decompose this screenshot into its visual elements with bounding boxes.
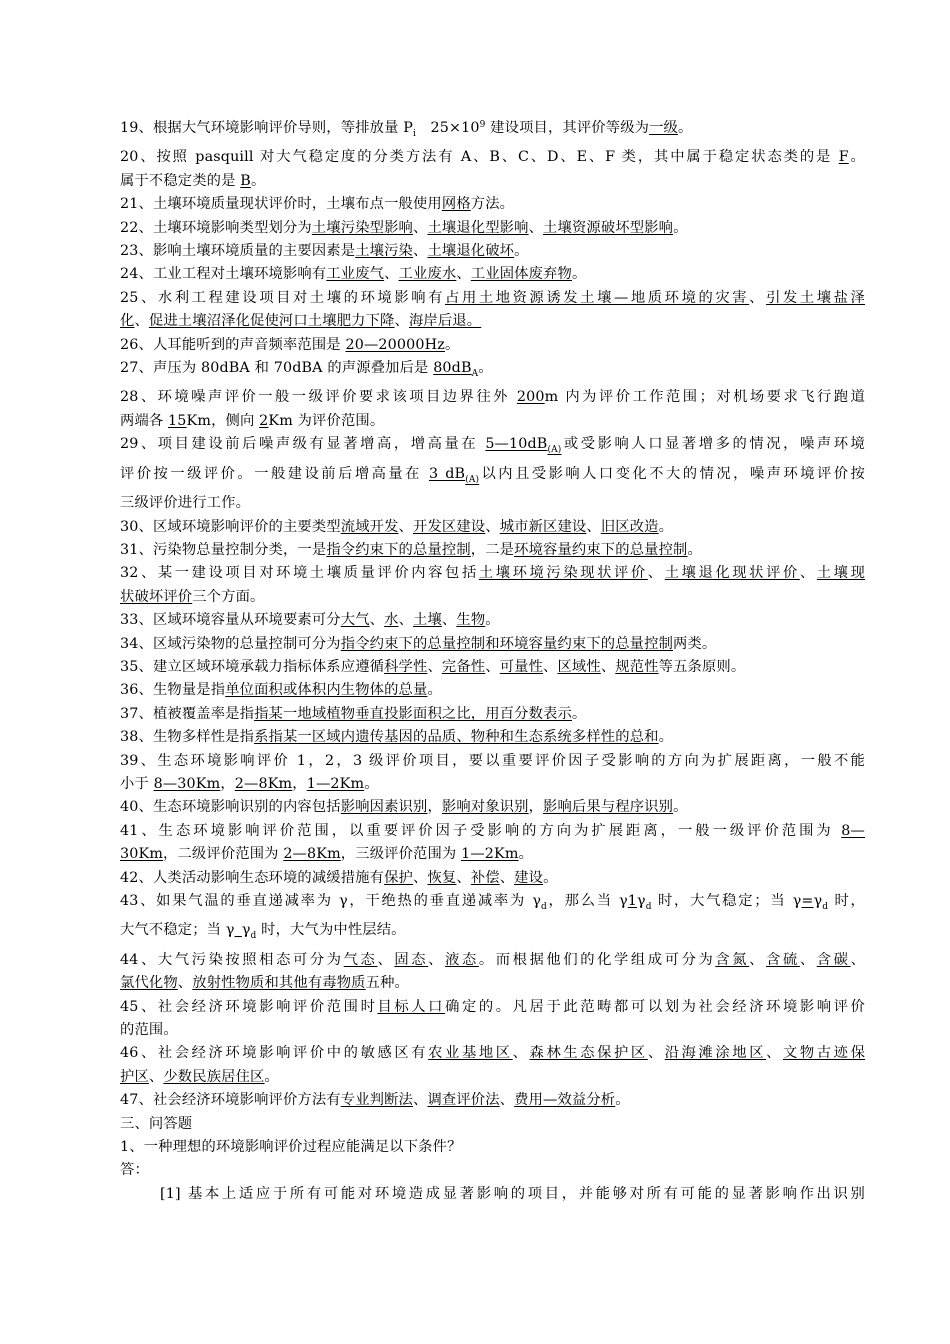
text-segment: ，三级评价范围为: [340, 846, 462, 863]
text-line: [120, 820, 865, 843]
underlined-answer: 工业废气: [326, 266, 385, 283]
text-segment: 、: [543, 658, 558, 675]
underlined-answer: 环境容量约束下的总量控制: [514, 541, 688, 558]
text-segment: 、: [586, 518, 601, 535]
text-segment: Km 为评价范围。: [268, 412, 385, 429]
underlined-answer: 5—10dB: [485, 436, 548, 453]
text-line: [120, 586, 865, 609]
underlined-answer: 引发土壤盐泽: [766, 289, 865, 306]
underlined-answer: 放射性物质和其他有毒物质: [192, 975, 366, 992]
text-segment: 。: [444, 336, 460, 353]
underlined-answer: 流域开发: [340, 518, 399, 535]
text-segment: 31、污染物总量控制分类，一是: [120, 541, 327, 558]
text-segment: 时，大气为中性层结。: [256, 922, 406, 939]
text-line: [120, 114, 865, 146]
subscript: d: [250, 931, 257, 942]
text-segment: ，: [220, 775, 235, 792]
text-segment: ，二级评价范围为: [163, 846, 284, 863]
underlined-answer: 海岸后退。: [408, 313, 482, 330]
text-segment: 、: [134, 313, 149, 330]
text-segment: 、: [377, 951, 395, 968]
underlined-answer: 规范性: [615, 658, 659, 675]
underlined-answer: 调查评价法: [427, 1092, 500, 1109]
underlined-answer: 指令约束下的总量控制: [326, 541, 471, 558]
text-segment: 属于不稳定类的是: [120, 172, 241, 189]
underlined-answer: 土壤: [413, 612, 442, 629]
text-segment: 。: [673, 799, 688, 816]
text-line: [120, 1042, 865, 1065]
text-segment: 、: [499, 1092, 515, 1109]
text-segment: 五种。: [365, 975, 409, 992]
underlined-answer: 科学性: [384, 658, 428, 675]
underlined-answer: 2—8Km: [283, 846, 341, 863]
text-segment: 。: [571, 266, 587, 283]
text-line: [120, 492, 865, 515]
text-segment: 、: [413, 219, 428, 236]
underlined-answer: _: [234, 922, 242, 939]
text-segment: ，: [528, 799, 544, 816]
text-segment: 46、社会经济环境影响评价中的敏感区有: [120, 1045, 429, 1062]
text-line: [120, 146, 865, 169]
underlined-answer: 20—20000Hz: [345, 336, 445, 353]
underlined-answer: 影响后果与程序识别: [543, 799, 674, 816]
text-line: [120, 867, 865, 890]
underlined-answer: 大气: [340, 612, 370, 629]
underlined-answer: (A): [547, 445, 562, 456]
text-segment: ，二是: [470, 541, 515, 558]
underlined-answer: 可量性: [499, 658, 544, 675]
underlined-answer: 目标人口: [377, 998, 446, 1015]
underlined-answer: 土壤现: [816, 565, 866, 582]
underlined-answer: 土壤环境污染现状评价: [478, 565, 648, 582]
text-segment: 。: [848, 149, 865, 166]
underlined-answer: 土壤退化现状评价: [664, 565, 800, 582]
text-line: [120, 433, 865, 462]
underlined-answer: 2—8Km: [234, 775, 293, 792]
text-segment: 、: [749, 289, 767, 306]
text-segment: 29、项目建设前后噪声级有显著增高，增高量在: [120, 436, 486, 453]
text-segment: 三个方面。: [192, 588, 265, 605]
text-segment: 23、影响土壤环境质量的主要因素是: [120, 243, 356, 260]
underlined-answer: 专业判断法: [340, 1092, 413, 1109]
text-segment: 三级评价进行工作。: [120, 495, 251, 512]
text-line: [120, 949, 865, 972]
text-segment: 、: [485, 658, 500, 675]
underlined-answer: 1—2Km: [461, 846, 519, 863]
underlined-answer: 网格: [441, 196, 471, 213]
text-segment: 。: [673, 219, 688, 236]
text-segment: 。: [250, 172, 266, 189]
text-segment: Km，侧向: [186, 412, 260, 429]
text-line: [120, 1136, 865, 1159]
text-segment: γ: [241, 922, 251, 939]
underlined-answer: 工业废水: [398, 266, 457, 283]
underlined-answer: 保护: [384, 869, 413, 886]
text-segment: ，: [427, 799, 442, 816]
text-segment: 、: [512, 1045, 530, 1062]
underlined-answer: 影响因素识别: [340, 799, 428, 816]
text-segment: 45、社会经济环境影响评价范围时: [120, 998, 378, 1015]
underlined-answer: 促进土壤沼泽化促使河口土壤肥力下降: [148, 313, 395, 330]
text-line: [120, 240, 865, 263]
underlined-answer: 30Km: [120, 846, 164, 863]
text-line: [120, 1183, 865, 1206]
text-segment: 、: [799, 951, 817, 968]
underlined-answer: 1: [627, 893, 638, 909]
text-segment: 、: [850, 951, 866, 968]
text-segment: 、: [413, 869, 428, 886]
underlined-answer: 水: [384, 612, 399, 629]
text-segment: 25、水利工程建设项目对土壤的环境影响有: [120, 289, 446, 306]
underlined-answer: 8—30Km: [153, 775, 221, 792]
text-segment: 、: [394, 313, 409, 330]
text-line: [120, 1066, 865, 1089]
underlined-answer: 工业固体废弃物: [470, 266, 572, 283]
text-segment: 或受影响人口显著增多的情况，噪声环境: [561, 436, 866, 453]
text-segment: 。: [427, 682, 442, 699]
text-line: [120, 679, 865, 702]
text-segment: 20、按照 pasquill 对大气稳定度的分类方法有 A、B、C、D、E、F 类，其中属于稳定状态类的是: [120, 149, 839, 166]
text-segment: 19、根据大气环境影响评价导则，等排放量 P: [120, 120, 413, 136]
text-segment: 、: [413, 243, 428, 260]
text-line: [120, 516, 865, 539]
underlined-answer: 补偿: [470, 869, 500, 886]
text-segment: 42、人类活动影响生态环境的减缓措施有: [120, 869, 385, 886]
underlined-answer: 生物: [456, 612, 486, 629]
subscript: i: [413, 129, 417, 139]
text-segment: 。: [514, 243, 529, 260]
text-segment: 、: [499, 869, 515, 886]
text-line: [120, 263, 865, 286]
underlined-answer: 少数民族居住区: [163, 1068, 265, 1085]
text-line: [120, 703, 865, 726]
text-line: [120, 310, 865, 333]
text-line: [120, 633, 865, 656]
text-line: [120, 843, 865, 866]
underlined-answer: 液态: [445, 951, 479, 968]
underlined-answer: 旧区改造: [600, 518, 659, 535]
underlined-answer: F: [838, 149, 849, 166]
text-segment: 21、土壤环境质量现状评价时，土壤布点一般使用: [120, 196, 442, 213]
text-segment: ，: [292, 775, 307, 792]
underlined-answer: 文物古迹保: [783, 1045, 866, 1062]
text-line: [120, 1159, 865, 1182]
text-line: [120, 193, 865, 216]
text-line: [120, 217, 865, 240]
text-segment: 、: [398, 612, 414, 629]
text-segment: 小于: [120, 775, 154, 792]
text-segment: 方法。: [470, 196, 515, 213]
text-segment: 、: [428, 951, 446, 968]
underlined-answer: 开发区建设: [413, 518, 486, 535]
text-segment: 43、如果气温的垂直递减率为 γ，干绝热的垂直递减率为 γ: [120, 893, 542, 909]
text-segment: 大气不稳定；当 γ: [120, 922, 235, 939]
text-segment: γ: [637, 893, 646, 909]
subscript: d: [822, 902, 829, 912]
text-segment: 。: [478, 360, 493, 377]
text-segment: [1] 基本上适应于所有可能对环境造成显著影响的项目，并能够对所有可能的显著影响作出识别: [160, 1185, 865, 1202]
subscript: d: [645, 902, 652, 912]
text-line: [120, 750, 865, 773]
text-segment: 41、生态环境影响评价范围，以重要评价因子受影响的方向为扩展距离，一般一级评价范围为: [120, 822, 842, 839]
text-segment: 39、生态环境影响评价 1，2，3 级评价项目，要以重要评价因子受影响的方向为扩展距离，一般不能: [120, 752, 865, 769]
text-line: [120, 1019, 865, 1042]
text-line: [120, 919, 865, 948]
text-segment: 评价按一级评价。一般建设前后增高量在: [120, 465, 429, 482]
text-line: [120, 1089, 865, 1112]
text-segment: 40、生态环境影响识别的内容包括: [120, 799, 341, 816]
text-segment: 、: [766, 1045, 783, 1062]
text-line: [120, 1113, 865, 1136]
text-segment: ，那么当 γ: [546, 893, 628, 909]
text-line: [120, 562, 865, 585]
text-segment: 22、土壤环境影响类型划分为: [120, 219, 312, 236]
document-page: [120, 114, 865, 1206]
text-segment: 30、区域环境影响评价的主要类型: [120, 518, 341, 535]
text-segment: 、: [528, 219, 544, 236]
text-segment: 25×10: [416, 120, 480, 136]
underlined-answer: 土壤污染型影响: [311, 219, 413, 236]
text-segment: 、: [456, 266, 471, 283]
text-segment: 38、生物多样性是指: [120, 729, 255, 746]
underlined-answer: 2: [259, 412, 269, 429]
underlined-answer: 状破坏评价: [120, 588, 193, 605]
text-line: [120, 609, 865, 632]
text-segment: 27、声压为 80dBA 和 70dBA 的声源叠加后是: [120, 360, 434, 377]
underlined-answer: 土壤污染: [355, 243, 413, 260]
text-segment: 26、人耳能听到的声音频率范围是: [120, 336, 346, 353]
underlined-answer: 含碳: [816, 951, 851, 968]
underlined-answer: 区域性: [557, 658, 601, 675]
text-segment: 、: [177, 975, 193, 992]
text-segment: 、: [799, 565, 817, 582]
text-segment: 、: [384, 266, 399, 283]
text-line: [120, 410, 865, 433]
text-segment: 。: [615, 1092, 630, 1109]
text-segment: 三、问答题: [120, 1115, 193, 1132]
text-line: [120, 334, 865, 357]
text-segment: 答：: [120, 1162, 149, 1179]
text-segment: 、: [441, 612, 457, 629]
text-segment: 、: [369, 612, 385, 629]
text-segment: 建设项目，其评价等级为: [485, 120, 650, 136]
text-segment: 35、建立区域环境承载力指标体系应遵循: [120, 658, 385, 675]
underlined-answer: (A): [465, 474, 480, 485]
underlined-answer: 含氮: [715, 951, 750, 968]
underlined-answer: 80dB: [433, 360, 472, 377]
text-line: [120, 463, 865, 492]
text-segment: 。: [687, 541, 702, 558]
underlined-answer: 指令约束下的总量控制和环境容量约束下的总量控制: [340, 635, 674, 652]
underlined-answer: 影响对象识别: [441, 799, 529, 816]
underlined-answer: 1—2Km: [306, 775, 365, 792]
text-segment: 、: [427, 658, 442, 675]
text-segment: 44、大气污染按照相态可分为: [120, 951, 344, 968]
text-segment: 、: [749, 951, 767, 968]
text-segment: 、: [485, 518, 500, 535]
text-segment: 时，: [828, 893, 865, 909]
underlined-answer: 含硫: [766, 951, 800, 968]
underlined-answer: 8—: [841, 822, 865, 839]
text-segment: 、: [398, 518, 413, 535]
text-segment: 等五条原则。: [658, 658, 746, 675]
underlined-answer: 土壤退化型影响: [427, 219, 529, 236]
underlined-answer: 单位面积或体积内生物体的总量: [225, 682, 428, 699]
text-segment: 、: [148, 1068, 164, 1085]
text-segment: 。: [264, 1068, 279, 1085]
text-segment: 1、一种理想的环境影响评价过程应能满足以下条件？: [120, 1139, 462, 1156]
text-line: [120, 357, 865, 386]
underlined-answer: 费用—效益分析: [514, 1092, 616, 1109]
underlined-answer: 15: [168, 412, 187, 429]
text-line: [120, 656, 865, 679]
text-line: [120, 170, 865, 193]
underlined-answer: 3 dB: [428, 465, 466, 482]
underlined-answer: 建设: [514, 869, 544, 886]
text-line: [120, 996, 865, 1019]
underlined-answer: 恢复: [427, 869, 457, 886]
text-segment: 、: [647, 1045, 665, 1062]
text-segment: 33、区域环境容量从环境要素可分: [120, 612, 341, 629]
text-segment: 34、区域污染物的总量控制可分为: [120, 635, 341, 652]
text-line: [120, 890, 865, 919]
text-line: [120, 972, 865, 995]
text-line: [120, 539, 865, 562]
underlined-answer: 系指某一区域内遗传基因的品质、物种和生态系统多样性的总和: [254, 729, 659, 746]
underlined-answer: 气态: [343, 951, 378, 968]
text-segment: 。: [518, 846, 534, 863]
text-segment: 。: [543, 869, 558, 886]
superscript: 9: [479, 120, 486, 130]
underlined-answer: 指某一地域植物垂直投影面积之比，用百分数表示: [254, 705, 572, 722]
text-segment: 36、生物量是指: [120, 682, 226, 699]
underlined-answer: B: [240, 172, 251, 189]
underlined-answer: 沿海滩涂地区: [664, 1045, 767, 1062]
text-segment: 、: [412, 1092, 428, 1109]
underlined-answer: 200: [516, 389, 545, 406]
text-segment: 。而根据他们的化学组成可分为: [478, 951, 716, 968]
text-segment: 确定的。凡居于此范畴都可以划为社会经济环境影响评价: [445, 998, 866, 1015]
underlined-answer: 化: [120, 313, 135, 330]
underlined-answer: 护区: [120, 1068, 149, 1085]
text-line: [120, 773, 865, 796]
underlined-answer: =: [801, 893, 814, 909]
text-segment: m 内为评价工作范围；对机场要求飞行跑道: [544, 389, 865, 406]
text-segment: 的范围。: [120, 1022, 178, 1039]
text-segment: 两端各: [120, 412, 169, 429]
underlined-answer: 一级: [649, 120, 678, 136]
text-segment: 、: [647, 565, 665, 582]
underlined-answer: 城市新区建设: [499, 518, 587, 535]
underlined-answer: 农业基地区: [428, 1045, 513, 1062]
text-segment: 以内且受影响人口变化不大的情况，噪声环境评价按: [479, 465, 865, 482]
text-line: [120, 796, 865, 819]
subscript: A: [471, 369, 479, 380]
subscript: d: [541, 902, 547, 912]
underlined-answer: 土壤退化破坏: [427, 243, 515, 260]
underlined-answer: 森林生态保护区: [529, 1045, 648, 1062]
underlined-answer: 土壤资源破坏型影响: [543, 219, 674, 236]
text-segment: 。: [658, 518, 674, 535]
text-segment: 。: [678, 120, 693, 136]
text-segment: 37、植被覆盖率是指: [120, 705, 255, 722]
text-segment: 28、环境噪声评价一般一级评价要求该项目边界往外: [120, 389, 517, 406]
text-segment: 时，大气稳定；当 γ: [651, 893, 802, 909]
text-segment: 。: [485, 612, 500, 629]
text-line: [120, 386, 865, 409]
underlined-answer: 完备性: [441, 658, 486, 675]
text-line: [120, 726, 865, 749]
text-segment: γ: [813, 893, 823, 909]
text-segment: 47、社会经济环境影响评价方法有: [120, 1092, 341, 1109]
text-line: [120, 287, 865, 310]
text-segment: 、: [600, 658, 616, 675]
text-segment: 24、工业工程对土壤环境影响有: [120, 266, 327, 283]
underlined-answer: 氯代化物: [120, 975, 178, 992]
underlined-answer: 占用土地资源诱发土壤—地质环境的灾害: [445, 289, 750, 306]
text-segment: 32、某一建设项目对环境土壤质量评价内容包括: [120, 565, 479, 582]
text-segment: 。: [571, 705, 587, 722]
text-segment: 。: [658, 729, 674, 746]
text-segment: 两类。: [673, 635, 717, 652]
text-segment: 。: [364, 775, 379, 792]
underlined-answer: 固态: [394, 951, 429, 968]
text-segment: 、: [456, 869, 471, 886]
